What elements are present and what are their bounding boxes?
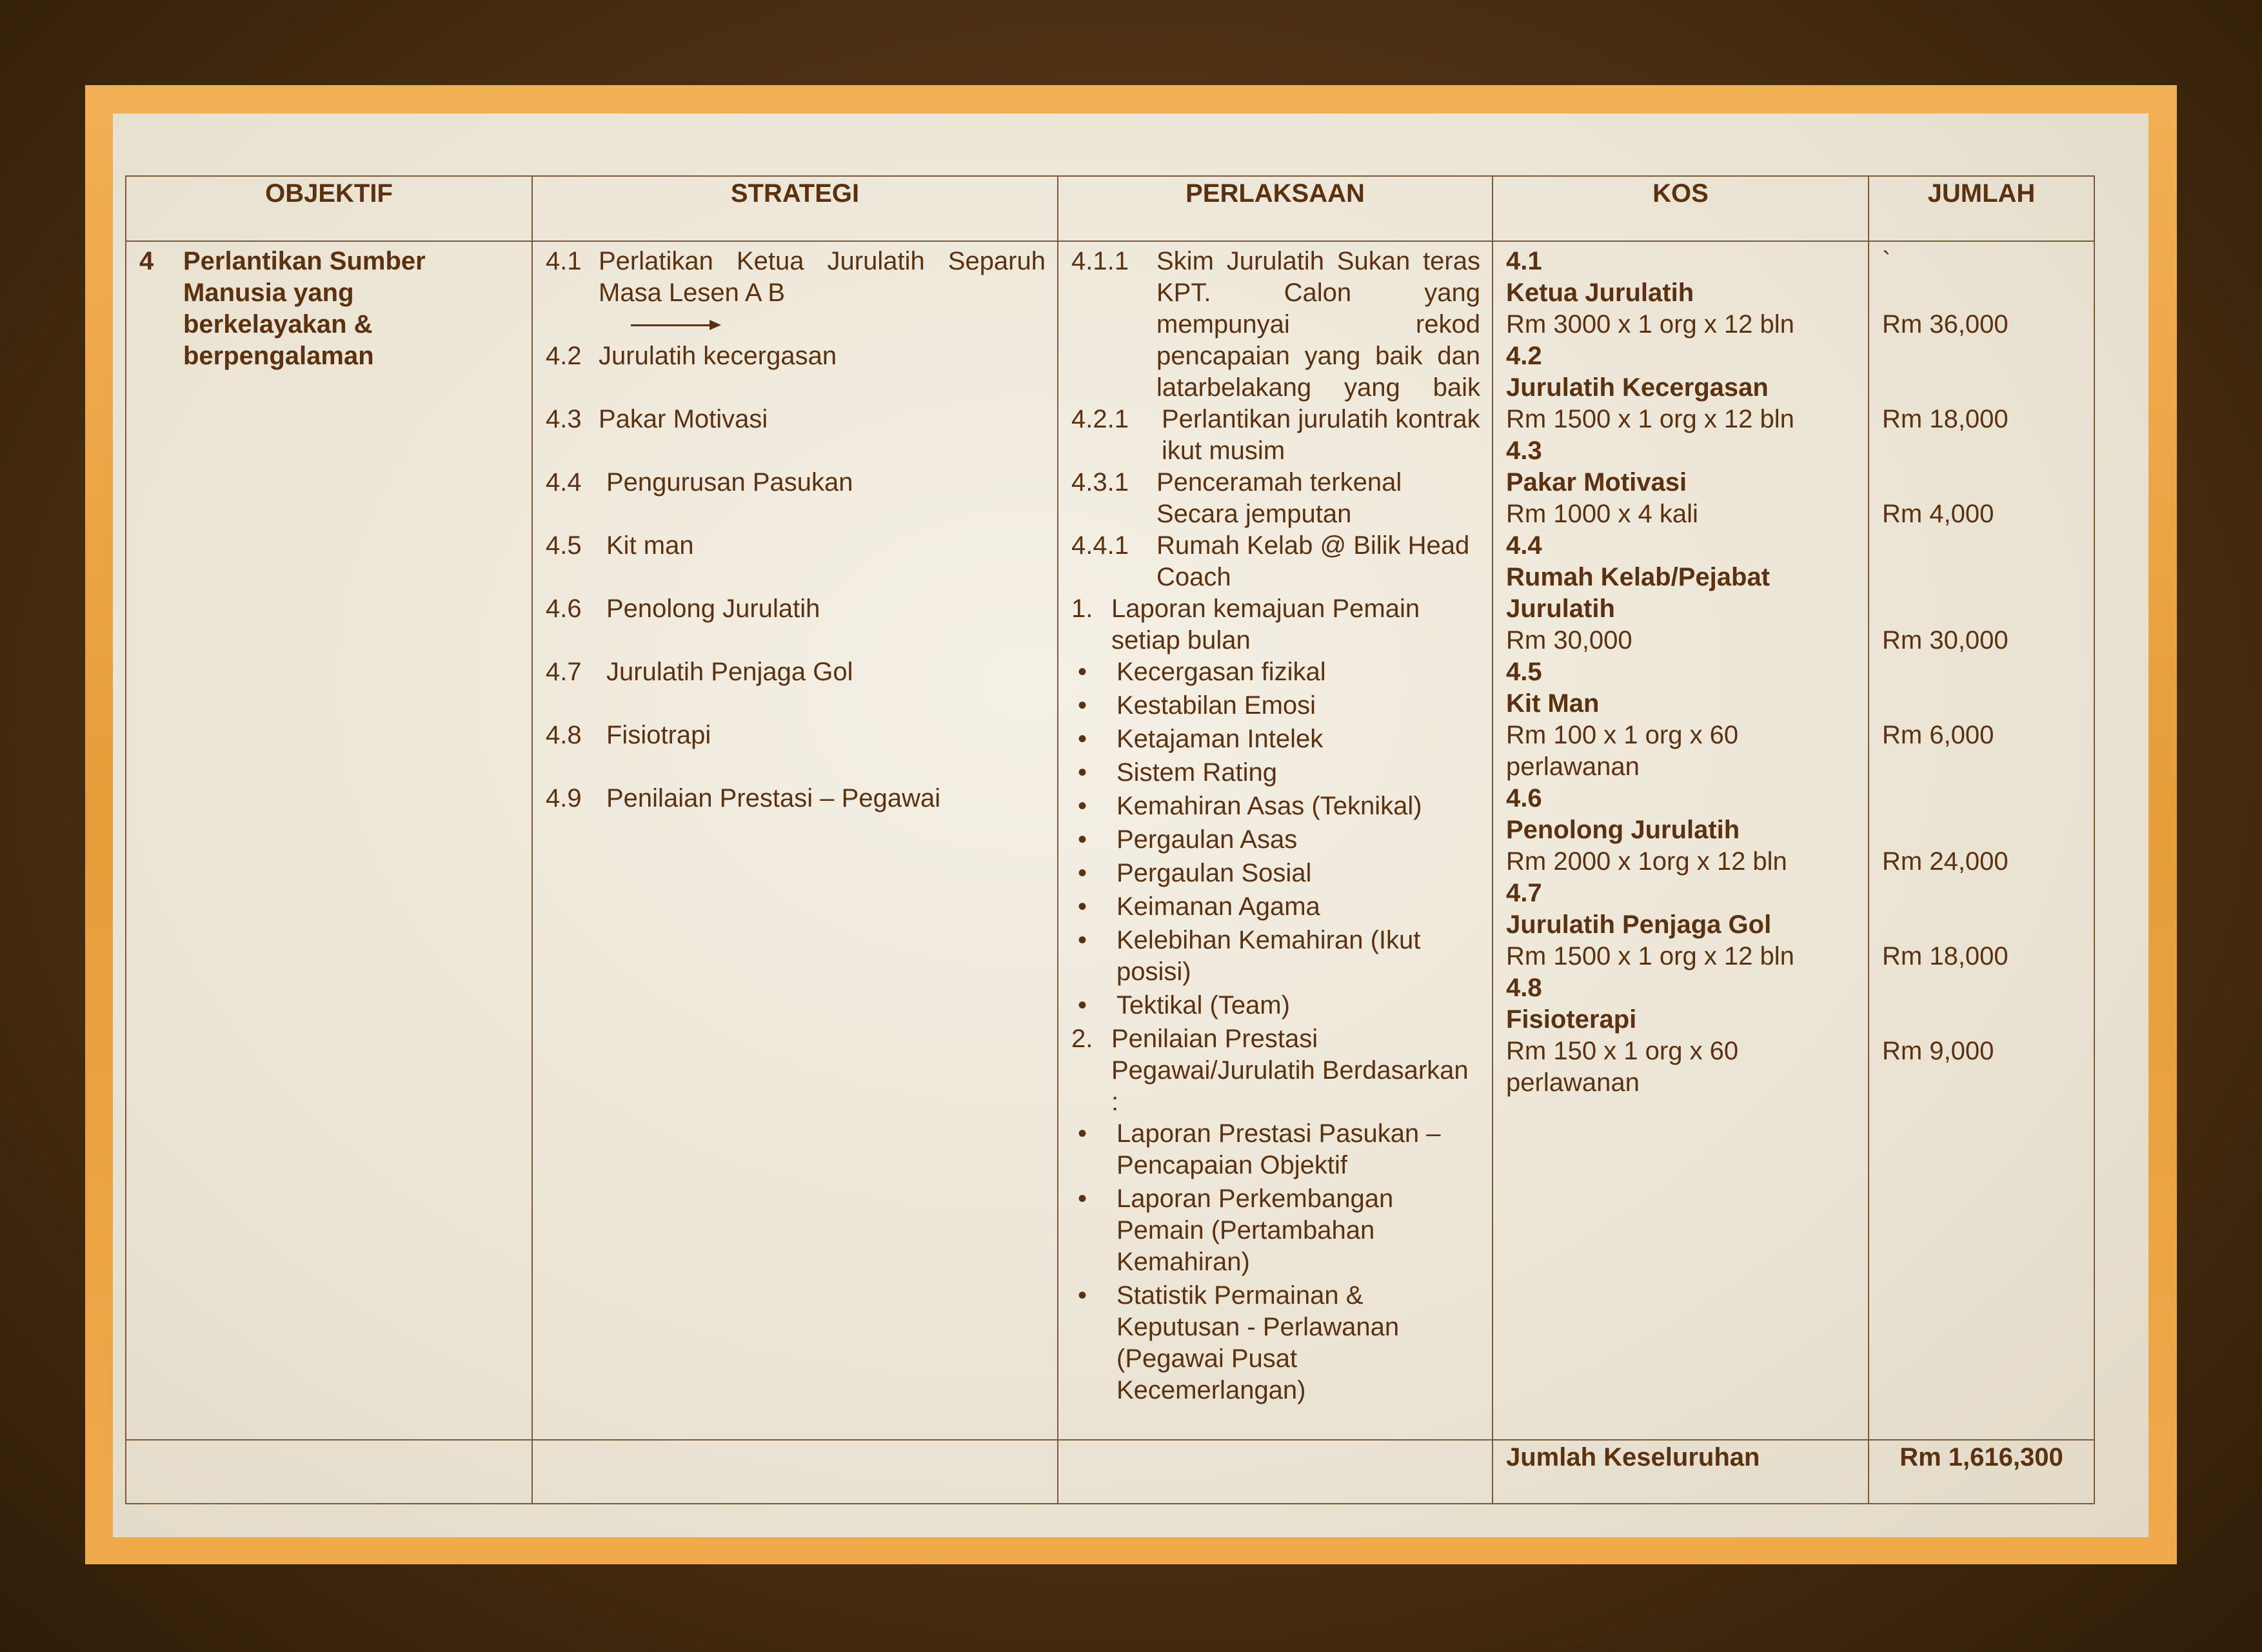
- kos-item: 4.7 Jurulatih Penjaga Gol Rm 1500 x 1 org x 12 bln: [1506, 879, 1794, 970]
- strategi-item: 4.3 Pakar Motivasi: [546, 405, 768, 433]
- perlaksaan-item: 4.3.1 Penceramah terkenal Secara jemputan: [1071, 468, 1402, 528]
- strategi-item: 4.9 Penilaian Prestasi – Pegawai: [546, 784, 941, 812]
- bullet-icon: •: [1078, 658, 1087, 686]
- kos-item: 4.3 Pakar Motivasi Rm 1000 x 4 kali: [1506, 437, 1698, 528]
- objektif-cell: [126, 241, 532, 1440]
- jumlah-value: Rm 36,000: [1882, 310, 2009, 339]
- kos-item: 4.6 Penolong Jurulatih Rm 2000 x 1org x 12 bln: [1506, 784, 1787, 876]
- kos-item: 4.8 Fisioterapi Rm 150 x 1 org x 60 perlawanan: [1506, 974, 1739, 1097]
- objektif-item: [139, 246, 520, 372]
- strategi-item: 4.1 Perlatikan Ketua Jurulatih Separuh Masa Lesen A B: [546, 247, 1046, 307]
- objektif-text: Perlantikan Sumber Manusia yang berkelayakan & berpengalaman: [183, 247, 426, 370]
- list-item: • Pergaulan Sosial: [1071, 858, 1480, 889]
- arrow-icon: [546, 309, 1046, 340]
- list-item: • Kestabilan Emosi: [1071, 690, 1480, 722]
- tick-mark: `: [1882, 247, 1891, 275]
- bullet-icon: •: [1078, 725, 1087, 753]
- perlaksaan-item: 4.1.1 Skim Jurulatih Sukan teras KPT. Calon yang mempunyai rekod pencapaian yang baik dan latarbelakang yang baik: [1071, 247, 1480, 402]
- perlaksaan-cell: [1058, 241, 1493, 1440]
- list-item: • Keimanan Agama: [1071, 891, 1480, 923]
- jumlah-cell: [1869, 241, 2094, 1440]
- bullet-icon: •: [1078, 691, 1087, 720]
- strategi-item: 4.4 Pengurusan Pasukan: [546, 468, 853, 497]
- bullet-icon: •: [1078, 926, 1087, 954]
- list-item: • Kelebihan Kemahiran (Ikut posisi): [1071, 925, 1480, 988]
- total-label: Jumlah Keseluruhan: [1493, 1440, 1869, 1504]
- kos-item: 4.1 Ketua Jurulatih Rm 3000 x 1 org x 12 bln: [1506, 247, 1794, 339]
- jumlah-value: Rm 18,000: [1882, 405, 2009, 433]
- list-item: • Statistik Permainan & Keputusan - Perlawanan (Pegawai Pusat Kecemerlangan): [1071, 1280, 1480, 1406]
- total-row: [126, 1440, 2094, 1504]
- strategi-item: 4.2 Jurulatih kecergasan: [546, 342, 837, 370]
- perlaksaan-item: 4.4.1 Rumah Kelab @ Bilik Head Coach: [1071, 531, 1470, 591]
- list-item: • Kemahiran Asas (Teknikal): [1071, 791, 1480, 822]
- total-value: Rm 1,616,300: [1869, 1440, 2094, 1504]
- perlaksaan-item: 4.2.1 Perlantikan jurulatih kontrak ikut musim: [1071, 405, 1480, 465]
- header-kos: KOS: [1493, 176, 1869, 241]
- strategi-item: 4.6 Penolong Jurulatih: [546, 595, 820, 623]
- kos-item: 4.5 Kit Man Rm 100 x 1 org x 60 perlawanan: [1506, 658, 1739, 781]
- bullet-icon: •: [1078, 825, 1087, 854]
- jumlah-value: Rm 30,000: [1882, 626, 2009, 654]
- jumlah-value: Rm 4,000: [1882, 500, 1994, 528]
- strategi-item: 4.5 Kit man: [546, 531, 694, 560]
- kos-cell: [1493, 241, 1869, 1440]
- jumlah-value: Rm 6,000: [1882, 721, 1994, 749]
- bullet-icon: •: [1078, 758, 1087, 787]
- kos-item: 4.2 Jurulatih Kecergasan Rm 1500 x 1 org x 12 bln: [1506, 342, 1794, 433]
- table-row: [126, 241, 2094, 1440]
- jumlah-value: Rm 24,000: [1882, 847, 2009, 876]
- bullet-icon: •: [1078, 1185, 1087, 1213]
- jumlah-value: Rm 9,000: [1882, 1037, 1994, 1065]
- list-item: • Tektikal (Team): [1071, 990, 1480, 1021]
- header-row: [126, 176, 2094, 241]
- header-jumlah: JUMLAH: [1869, 176, 2094, 241]
- header-strategi: STRATEGI: [532, 176, 1058, 241]
- list-item: • Laporan Prestasi Pasukan – Pencapaian Objektif: [1071, 1118, 1480, 1181]
- strategi-item: 4.8 Fisiotrapi: [546, 721, 711, 749]
- jumlah-value: Rm 18,000: [1882, 942, 2009, 970]
- bullet-icon: •: [1078, 792, 1087, 820]
- list-item: • Kecergasan fizikal: [1071, 656, 1480, 688]
- bullet-icon: •: [1078, 1281, 1087, 1310]
- kos-item: 4.4 Rumah Kelab/Pejabat Jurulatih Rm 30,000: [1506, 531, 1771, 654]
- strategi-item: 4.7 Jurulatih Penjaga Gol: [546, 658, 853, 686]
- objektif-number: 4: [139, 247, 154, 275]
- bullet-icon: •: [1078, 859, 1087, 887]
- bullet-icon: •: [1078, 892, 1087, 921]
- bullet-icon: •: [1078, 1119, 1087, 1148]
- list-item: • Sistem Rating: [1071, 757, 1480, 789]
- perlaksaan-list-2: 2. Penilaian Prestasi Pegawai/Jurulatih Berdasarkan :: [1071, 1025, 1469, 1116]
- list-item: • Pergaulan Asas: [1071, 824, 1480, 856]
- header-perlaksaan: PERLAKSAAN: [1058, 176, 1493, 241]
- list-item: • Ketajaman Intelek: [1071, 723, 1480, 755]
- strategi-cell: [532, 241, 1058, 1440]
- perlaksaan-list-1: 1. Laporan kemajuan Pemain setiap bulan: [1071, 595, 1420, 654]
- bullet-icon: •: [1078, 991, 1087, 1019]
- budget-table: [125, 175, 2095, 1504]
- perlaksaan-bullets-1: [1071, 656, 1480, 1021]
- header-objektif: OBJEKTIF: [126, 176, 532, 241]
- list-item: • Laporan Perkembangan Pemain (Pertambahan Kemahiran): [1071, 1183, 1480, 1278]
- perlaksaan-bullets-2: [1071, 1118, 1480, 1406]
